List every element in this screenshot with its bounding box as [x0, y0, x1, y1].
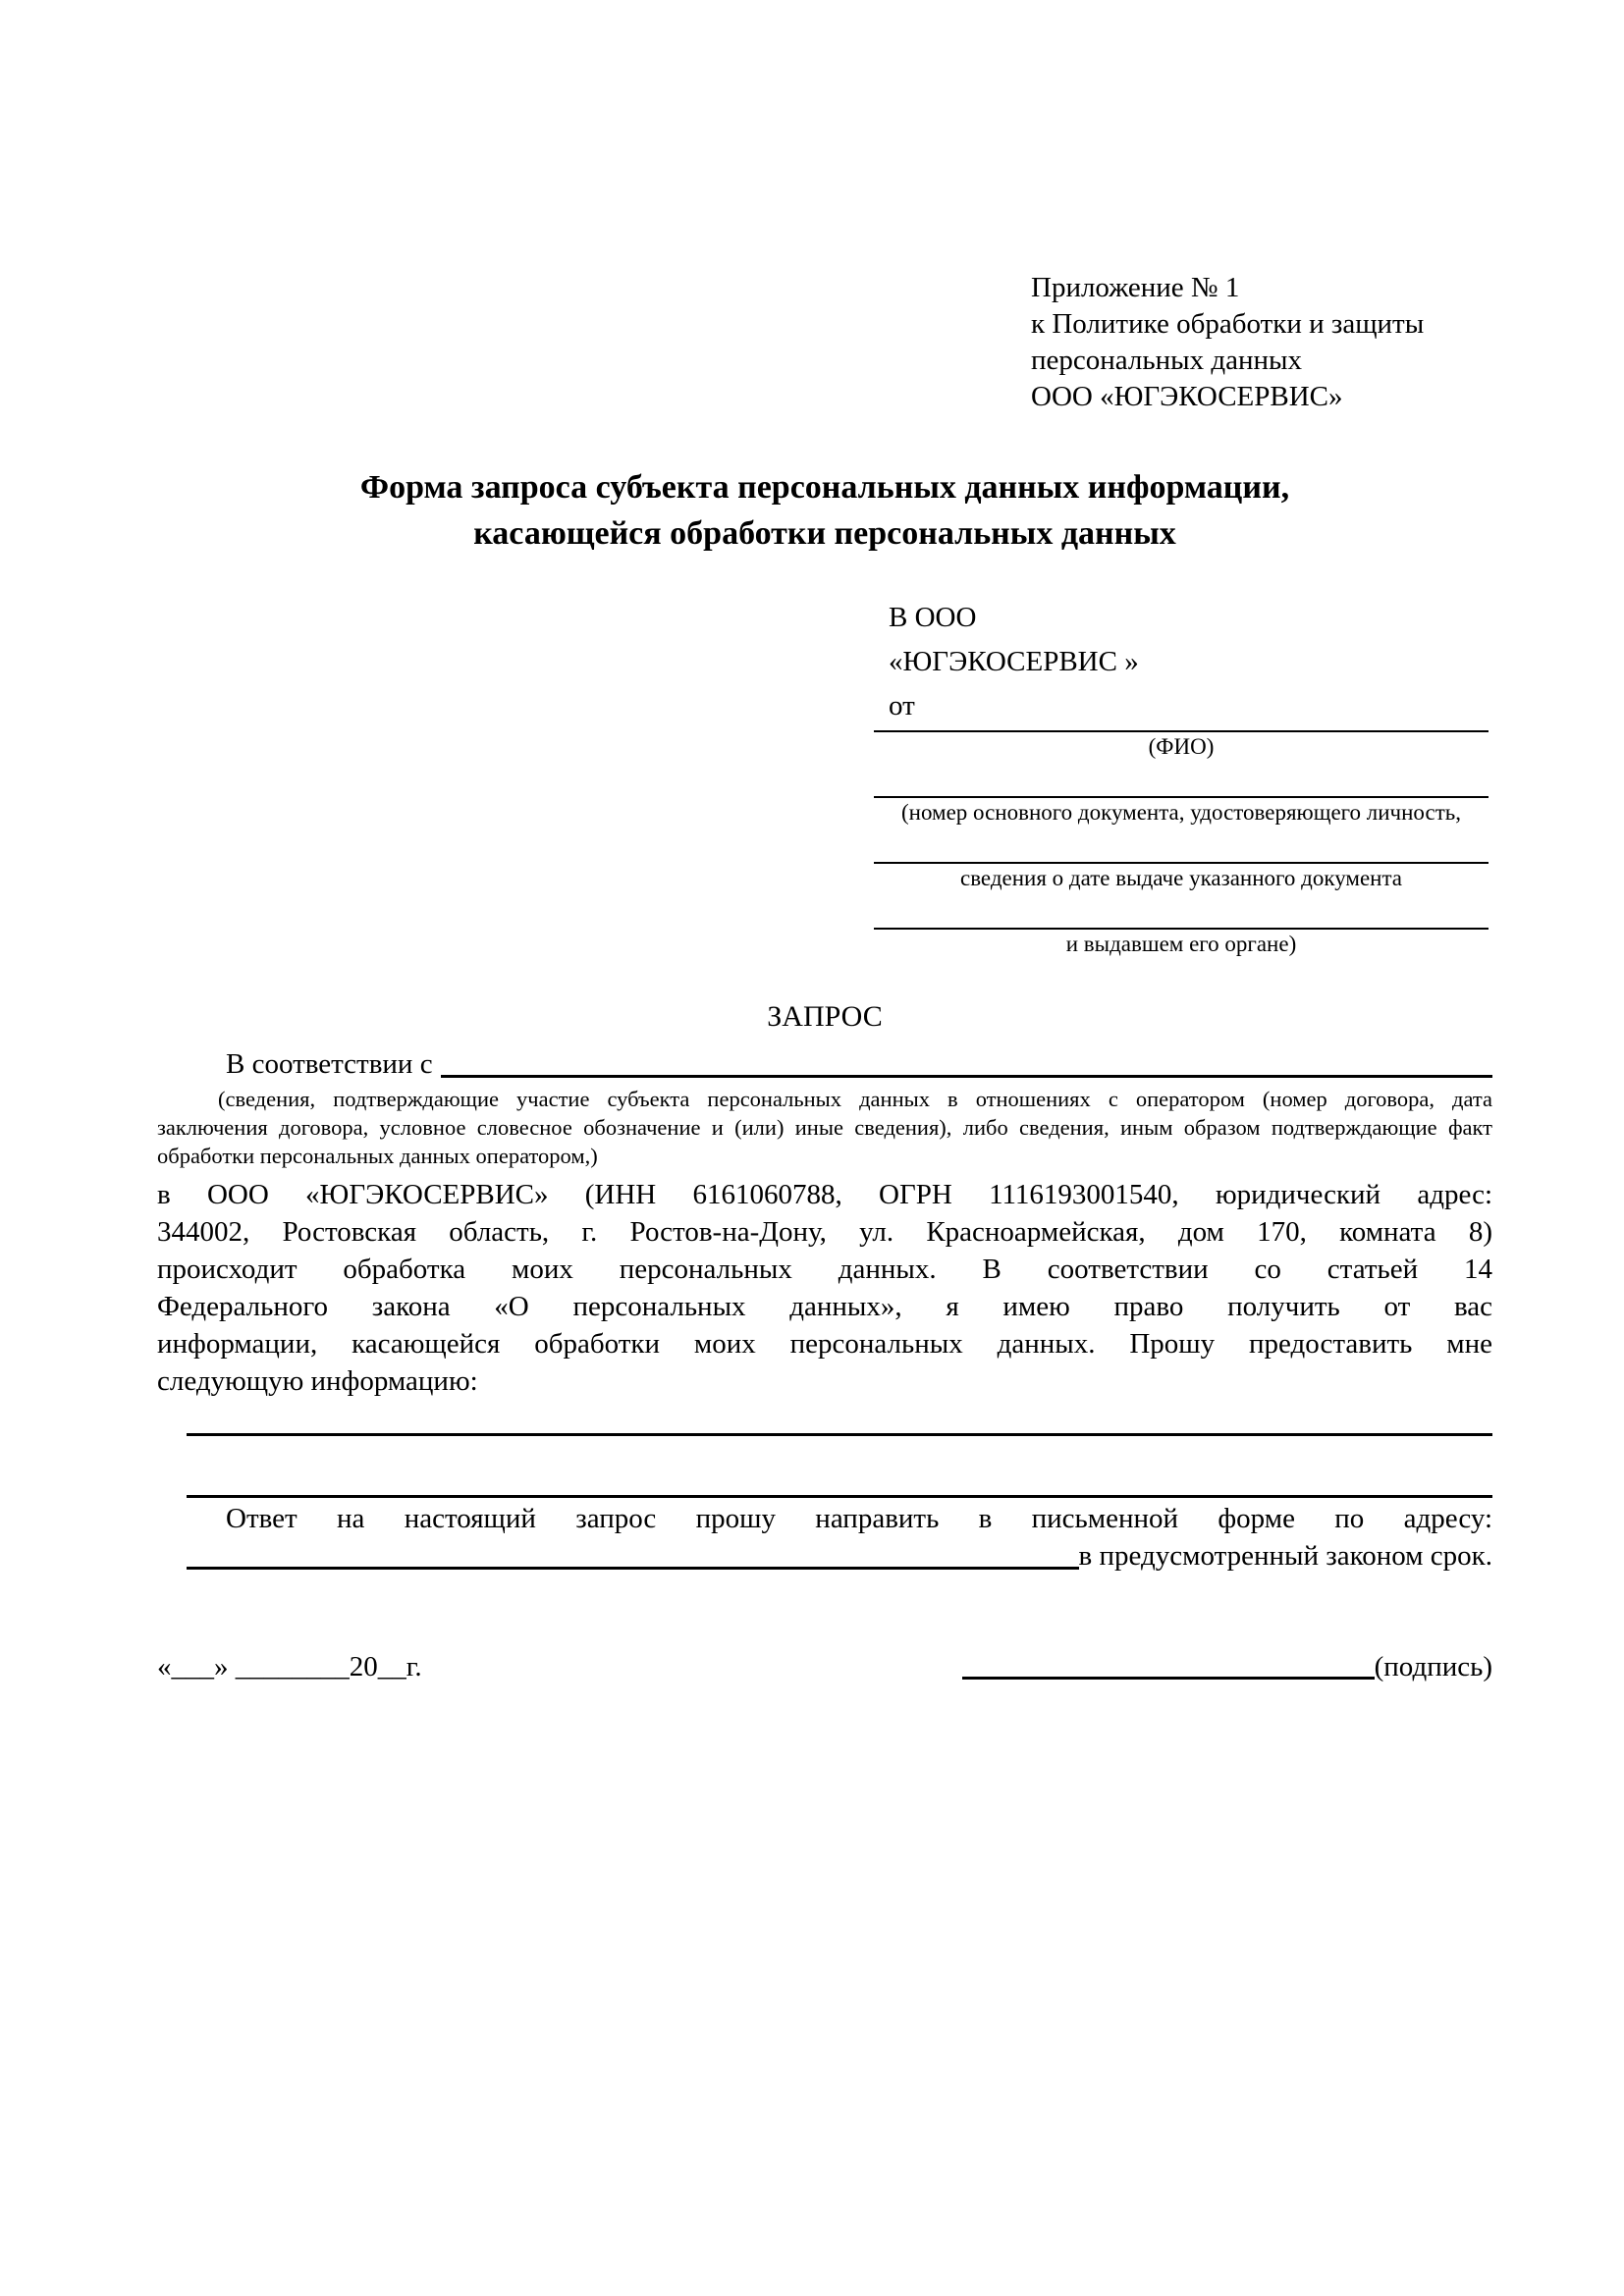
footnote-line: заключения договора, условное словесное обозначение и (или) иные сведения), либо сведения, иным образом подтверждающие факт — [157, 1115, 1492, 1140]
request-heading: ЗАПРОС — [767, 1000, 883, 1033]
field-caption: (номер основного документа, удостоверяющего личность, — [900, 800, 1461, 825]
field-caption: сведения о дате выдаче указанного документа — [959, 866, 1403, 890]
appendix-line: ООО «ЮГЭКОСЕРВИС» — [1031, 381, 1343, 412]
blank-fill-line — [187, 1400, 1492, 1436]
fio-field — [874, 728, 1489, 762]
body-line: происходит обработка моих персональных данных. В соответствии со статьей 14 — [157, 1254, 1492, 1285]
issue-date-field — [874, 860, 1489, 893]
field-caption: (ФИО) — [1148, 734, 1215, 759]
reply-deadline-text: в предусмотренный законом срок. — [1078, 1540, 1492, 1572]
accordance-line — [157, 1045, 1492, 1083]
appendix-line: персональных данных — [1031, 345, 1303, 376]
addressee-line: «ЮГЭКОСЕРВИС » — [889, 646, 1139, 677]
title-line: Форма запроса субъекта персональных данных информации, — [359, 469, 1290, 506]
blank-fill-line — [187, 1436, 1492, 1498]
body-line: информации, касающейся обработки моих персональных данных. Прошу предоставить мне — [157, 1328, 1492, 1360]
addressee-line: от — [889, 690, 915, 721]
document-title — [157, 464, 1492, 557]
footnote — [157, 1085, 1492, 1170]
accordance-prefix: В соответствии с — [226, 1048, 433, 1080]
accordance-fill-line — [441, 1045, 1492, 1078]
field-caption: и выдавшем его органе) — [1065, 932, 1297, 956]
appendix-block — [1031, 270, 1492, 415]
signature-line — [962, 1648, 1375, 1680]
request-body — [157, 1176, 1492, 1400]
issuing-authority-field — [874, 926, 1489, 959]
body-line: 344002, Ростовская область, г. Ростов-на-Дону, ул. Красноармейская, дом 170, комната 8) — [157, 1216, 1492, 1248]
date-placeholder: «___» ________20__г. — [157, 1651, 422, 1682]
body-line: следующую информацию: — [157, 1365, 478, 1397]
footnote-line: (сведения, подтверждающие участие субъекта персональных данных в отношениях с оператором (номер договора, дата — [218, 1087, 1492, 1111]
body-line: в ООО «ЮГЭКОСЕРВИС» (ИНН 6161060788, ОГРН 1116193001540, юридический адрес: — [157, 1179, 1492, 1210]
address-fill-line — [187, 1537, 1079, 1570]
date-signature-row — [157, 1648, 1492, 1685]
body-line: Федерального закона «О персональных данных», я имею право получить от вас — [157, 1291, 1492, 1322]
signature-area — [962, 1648, 1492, 1685]
reply-request-sentence: Ответ на настоящий запрос прошу направить в письменной форме по адресу: — [226, 1503, 1492, 1534]
addressee-block — [889, 596, 1492, 728]
appendix-line: к Политике обработки и защиты — [1031, 308, 1425, 340]
addressee-line: В ООО — [889, 602, 977, 633]
appendix-line: Приложение № 1 — [1031, 272, 1240, 303]
footnote-line: обработки персональных данных оператором,) — [157, 1144, 598, 1168]
form-fields — [874, 728, 1489, 959]
address-line-row — [157, 1537, 1492, 1575]
title-line: касающейся обработки персональных данных — [473, 515, 1176, 552]
signature-caption: (подпись) — [1374, 1651, 1492, 1682]
document-number-field — [874, 794, 1489, 828]
